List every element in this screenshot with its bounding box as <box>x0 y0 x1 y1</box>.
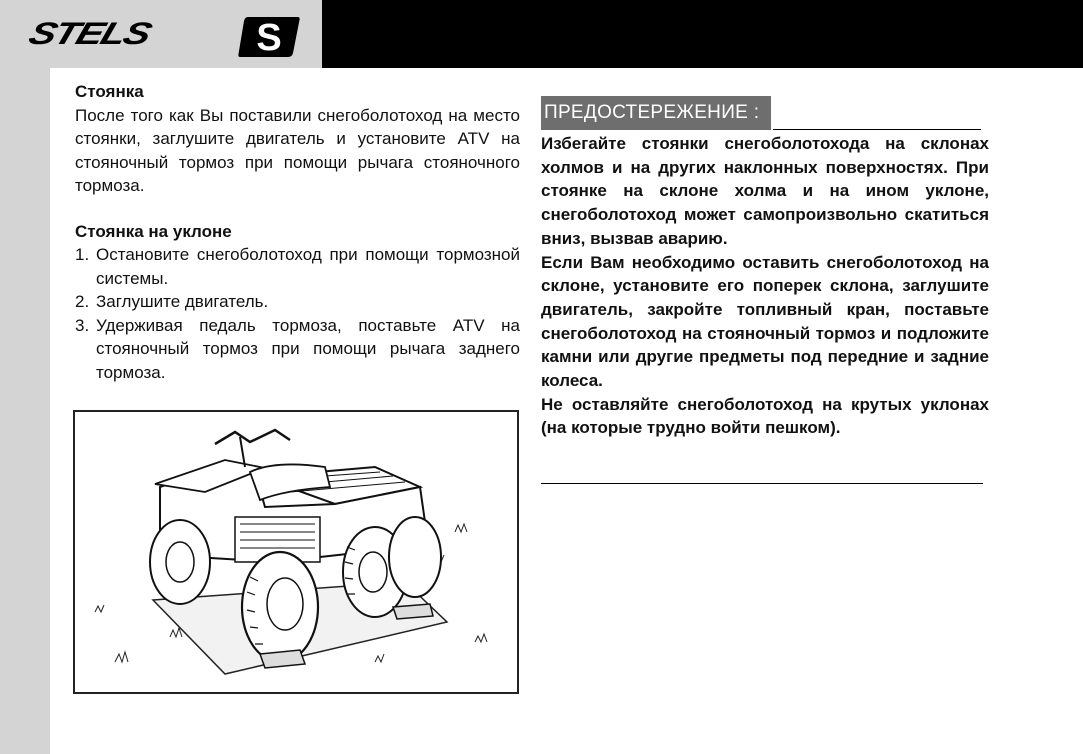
header-bar <box>322 0 1083 68</box>
parking-text: После того как Вы поставили снегоболотоход на место стоянки, заглушите двигатель и установите ATV на стояночный тормоз при помощи рычага стояночного тормоза. <box>75 105 520 195</box>
warning-rule <box>773 129 981 130</box>
step-number: 2. <box>75 292 90 311</box>
step-text: Заглушите двигатель. <box>96 292 269 311</box>
list-item <box>75 314 520 385</box>
side-strip <box>0 68 50 754</box>
warning-end-rule <box>541 483 983 484</box>
header-logo-area <box>0 0 322 68</box>
badge-letter: S <box>256 17 282 59</box>
warning-paragraph: Избегайте стоянки снегоболотохода на склонах холмов и на других наклонных поверхностях. При стоянке на склоне холма и на ином уклоне, снегоболотоход может самопроизвольно скатиться вниз, вызвав аварию. <box>541 134 989 248</box>
warning-paragraph: Не оставляйте снегоболотоход на крутых уклонах (на которые трудно войти пешком). <box>541 394 989 438</box>
list-item <box>75 290 520 314</box>
step-number: 3. <box>75 315 90 335</box>
step-number: 1. <box>75 245 90 264</box>
list-item <box>75 243 520 290</box>
warning-label: ПРЕДОСТЕРЕЖЕНИЕ : <box>541 96 771 130</box>
slope-heading: Стоянка на уклоне <box>75 221 232 241</box>
slope-section <box>75 220 520 385</box>
brand-badge-icon <box>236 15 302 59</box>
slope-steps-list <box>75 243 520 384</box>
parking-heading: Стоянка <box>75 82 144 101</box>
atv-illustration <box>73 410 519 694</box>
parking-section <box>75 80 520 198</box>
warning-text-column <box>541 132 989 440</box>
warning-label-wrap <box>541 96 981 132</box>
left-column <box>75 80 520 384</box>
warning-paragraph: Если Вам необходимо оставить снегоболотоход на склоне, установите его поперек склона, заглушите двигатель, закройте топливный кран, поставьте снегоболотоход на стояночный тормоз и подложите камни или другие предметы под передние и задние колеса. <box>541 252 989 391</box>
brand-logo: STELS <box>24 16 155 52</box>
step-text: Удерживая педаль тормоза, поставьте ATV на стояночный тормоз при помощи рычага заднего тормоза. <box>96 315 520 382</box>
step-text: Остановите снегоболотоход при помощи тормозной системы. <box>96 245 520 288</box>
atv-parked-on-slope-icon <box>75 412 517 692</box>
